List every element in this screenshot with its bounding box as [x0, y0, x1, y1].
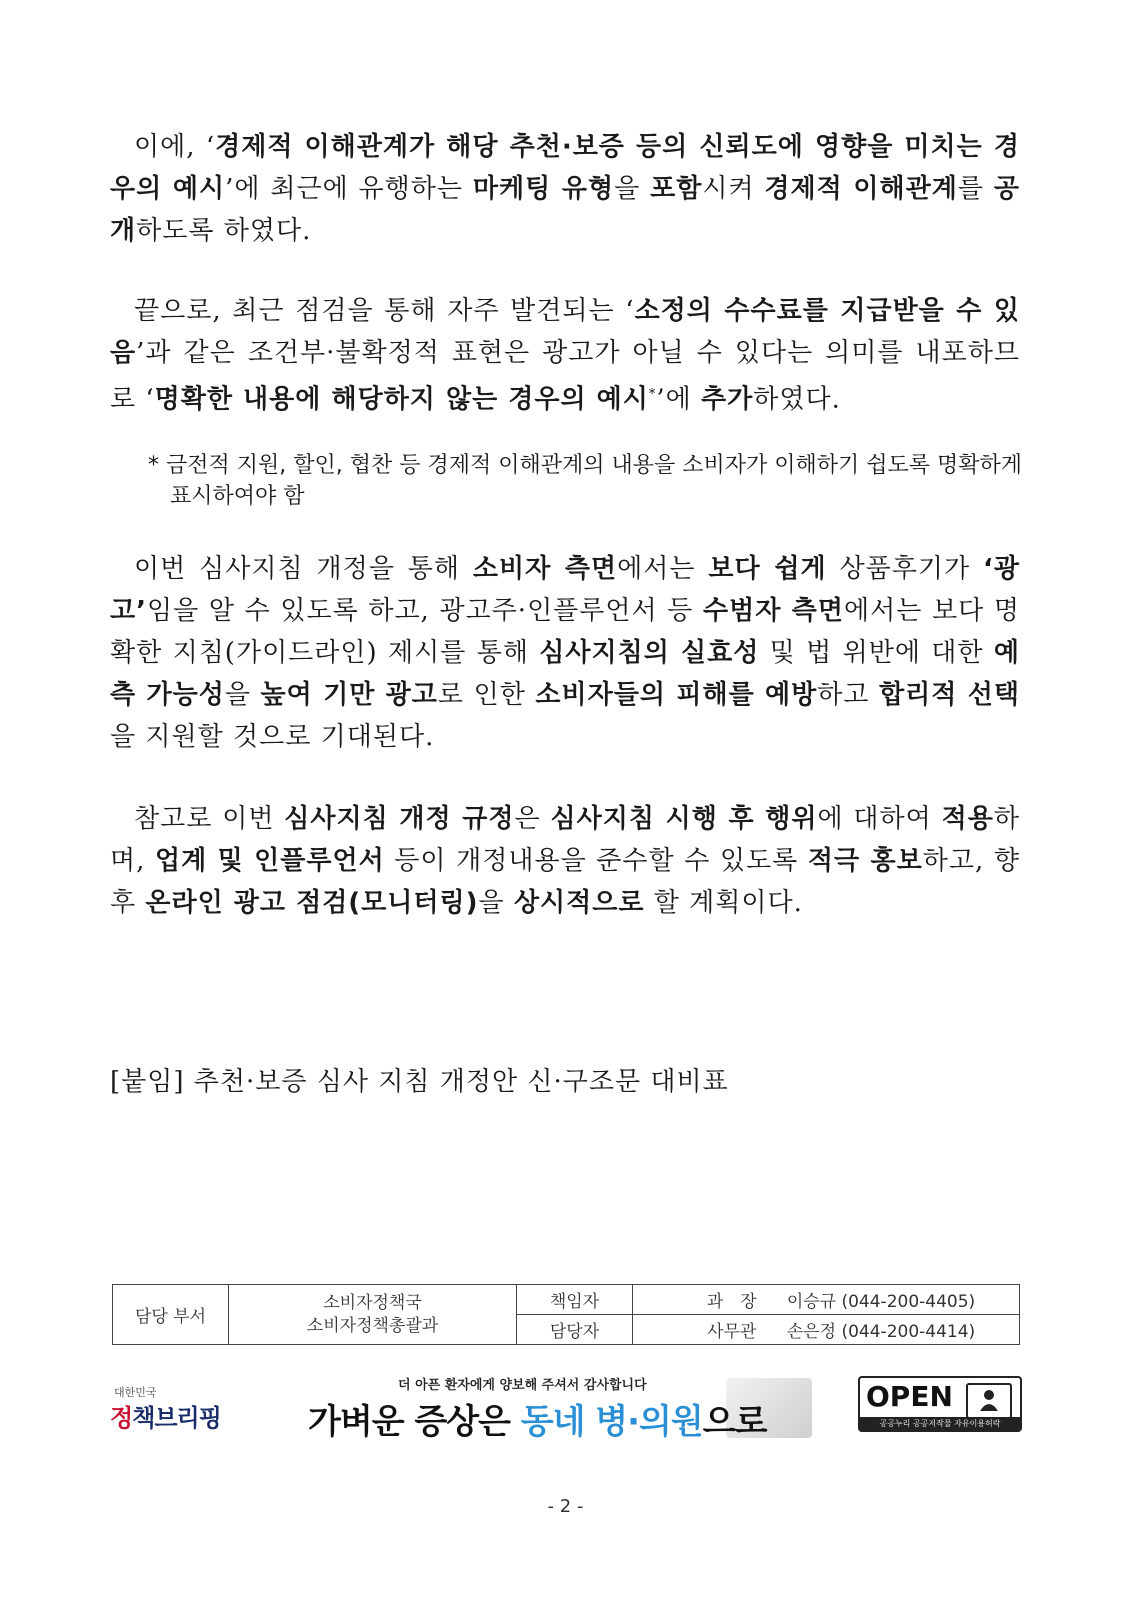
logo-subtitle: 대한민국	[114, 1386, 157, 1399]
dept-line-1: 소비자정책국	[323, 1292, 422, 1313]
dept-line-2: 소비자정책총괄과	[306, 1315, 439, 1336]
paragraph-disclosure: 이에, ‘경제적 이해관계가 해당 추천·보증 등의 신뢰도에 영향을 미치는 경우의 예시’에 최근에 유행하는 마케팅 유형을 포함시켜 경제적 이해관계를 공개하도록 하였다.	[110, 132, 1020, 246]
paragraph-application-plan: 참고로 이번 심사지침 개정 규정은 심사지침 시행 후 행위에 대하여 적용하며, 업계 및 인플루언서 등이 개정내용을 준수할 수 있도록 적극 홍보하고, 향후 온라인 광고 점검(모니터링)을 상시적으로 할 계획이다.	[110, 804, 1020, 918]
campaign-subtitle: 더 아픈 환자에게 양보해 주셔서 감사합니다	[398, 1378, 647, 1393]
paragraph-expected-effects: 이번 심사지침 개정을 통해 소비자 측면에서는 보다 쉽게 상품후기가 ‘광고’임을 알 수 있도록 하고, 광고주·인플루언서 등 수범자 측면에서는 보다 명확한 지침(가이드라인) 제시를 통해 심사지침의 실효성 및 법 위반에 대한 예측 가능성을 높여 기만 광고로 인한 소비자들의 피해를 예방하고 합리적 선택을 지원할 것으로 기대된다.	[110, 554, 1020, 752]
table-row	[113, 1285, 1020, 1315]
campaign-banner	[308, 1372, 812, 1442]
paragraph-conditional-expressions: 끝으로, 최근 점검을 통해 자주 발견되는 ‘소정의 수수료를 지급받을 수 있음’과 같은 조건부·불확정적 표현은 광고가 아닐 수 있다는 의미를 내포하므로 ‘명확한 내용에 해당하지 않는 경우의 예시*’에 추가하였다.	[110, 296, 1020, 415]
person-title: 과 장	[706, 1292, 757, 1312]
person-title: 사무관	[707, 1322, 757, 1342]
role-cell: 담당자	[517, 1315, 633, 1345]
attachment-note: [붙임] 추천·보증 심사 지침 개정안 신·구조문 대비표	[110, 1067, 729, 1097]
contact-table	[112, 1284, 1020, 1345]
person-cell	[633, 1315, 1020, 1345]
person-cell	[633, 1285, 1020, 1315]
open-license-text: 공공누리 공공저작물 자유이용허락	[860, 1417, 1020, 1430]
person-name-phone: 손은정 (044-200-4414)	[786, 1322, 976, 1342]
role-cell: 책임자	[517, 1285, 633, 1315]
open-logo-text: OPEN	[866, 1380, 953, 1413]
footnote: * 금전적 지원, 할인, 협찬 등 경제적 이해관계의 내용을 소비자가 이해하기 쉽도록 명확하게 표시하여야 함	[148, 453, 1022, 509]
dept-name	[229, 1285, 517, 1345]
person-name-phone: 이승규 (044-200-4405)	[786, 1292, 976, 1312]
attribution-icon	[966, 1383, 1012, 1419]
page-number: - 2 -	[547, 1496, 584, 1517]
kogl-open-badge	[858, 1376, 1022, 1432]
campaign-title: 가벼운 증상은 동네 병·의원으로	[308, 1402, 767, 1442]
dept-label: 담당 부서	[113, 1285, 229, 1345]
logo-title: 정책브리핑	[110, 1404, 221, 1432]
footer-banners	[110, 1372, 1022, 1442]
policy-briefing-logo	[110, 1384, 240, 1440]
